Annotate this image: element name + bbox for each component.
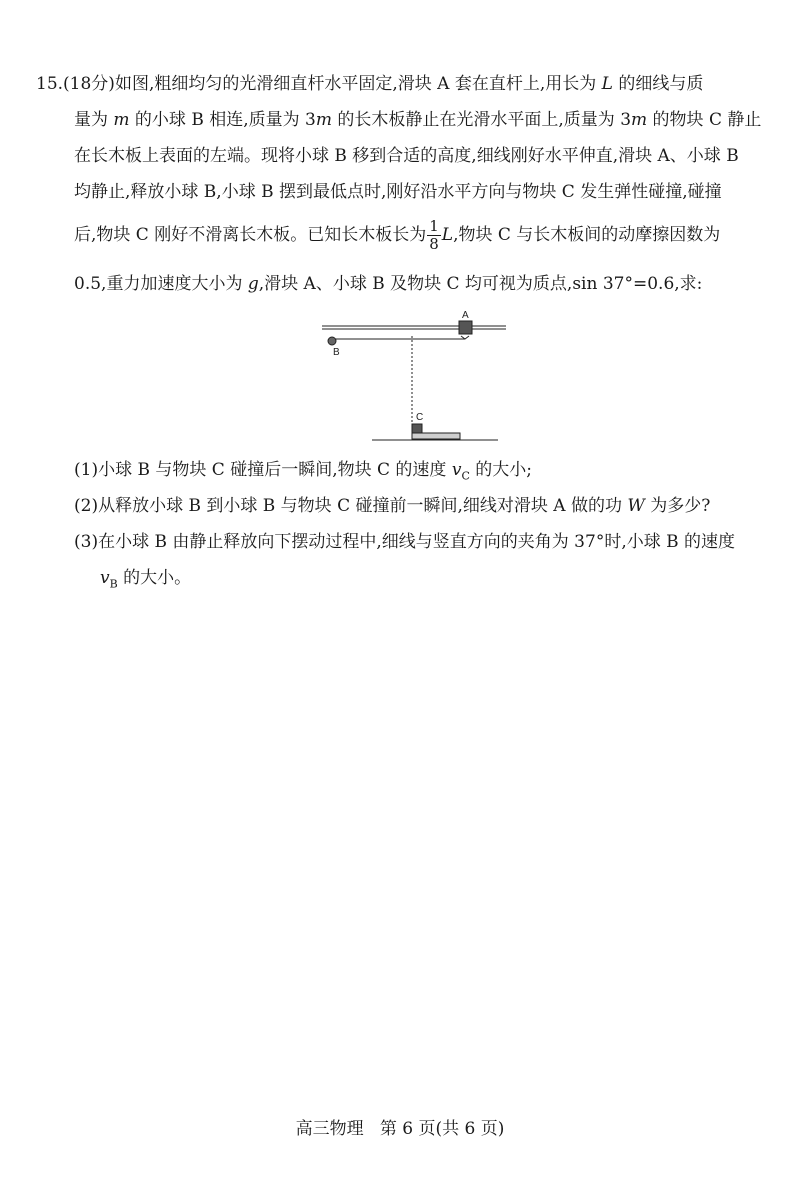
subquestion-1: (1)小球 B 与物块 C 碰撞后一瞬间,物块 C 的速度 $v_C$ 的大小;: [74, 460, 532, 483]
slider-a: [459, 321, 472, 334]
label-c: C: [416, 412, 424, 423]
subquestion-2: (2)从释放小球 B 到小球 B 与物块 C 碰撞前一瞬间,细线对滑块 A 做的功 W 为多少?: [74, 496, 711, 516]
subquestion-3-continued: $v_B$ 的大小。: [100, 568, 192, 591]
question-line-4: 均静止,释放小球 B,小球 B 摆到最低点时,刚好沿水平方向与物块 C 发生弹性碰撞,碰撞: [74, 182, 722, 202]
fraction-one-eighth: $\frac{1}{8}$: [429, 217, 439, 253]
physics-diagram: [318, 308, 510, 448]
long-board: [412, 433, 460, 439]
footer-page-number: 第 6 页(共 6 页): [379, 1119, 505, 1139]
page-footer: [0, 1117, 800, 1141]
label-a: A: [462, 310, 469, 321]
question-score: (18分): [63, 74, 115, 94]
subquestion-3: (3)在小球 B 由静止释放向下摆动过程中,细线与竖直方向的夹角为 37°时,小球 B 的速度: [74, 532, 736, 552]
ball-b: [328, 337, 336, 345]
question-line-3: 在长木板上表面的左端。现将小球 B 移到合适的高度,细线刚好水平伸直,滑块 A、小球 B: [74, 146, 739, 166]
footer-subject: 高三物理: [295, 1119, 364, 1139]
question-line-5: 后,物块 C 刚好不滑离长木板。已知长木板长为 $\frac{1}{8}$ L,物块 C 与长木板间的动摩擦因数为: [74, 217, 721, 253]
question-line-2: 量为 m 的小球 B 相连,质量为 3m 的长木板静止在光滑水平面上,质量为 3m 的物块 C 静止: [74, 110, 762, 130]
question-line-1: 15.(18分)如图,粗细均匀的光滑细直杆水平固定,滑块 A 套在直杆上,用长为 L 的细线与质: [36, 74, 704, 94]
question-line-6: 0.5,重力加速度大小为 g,滑块 A、小球 B 及物块 C 均可视为质点,sin 37°=0.6,求:: [74, 274, 703, 294]
label-b: B: [333, 347, 340, 358]
block-c: [412, 424, 422, 433]
question-number: 15.: [36, 74, 64, 94]
